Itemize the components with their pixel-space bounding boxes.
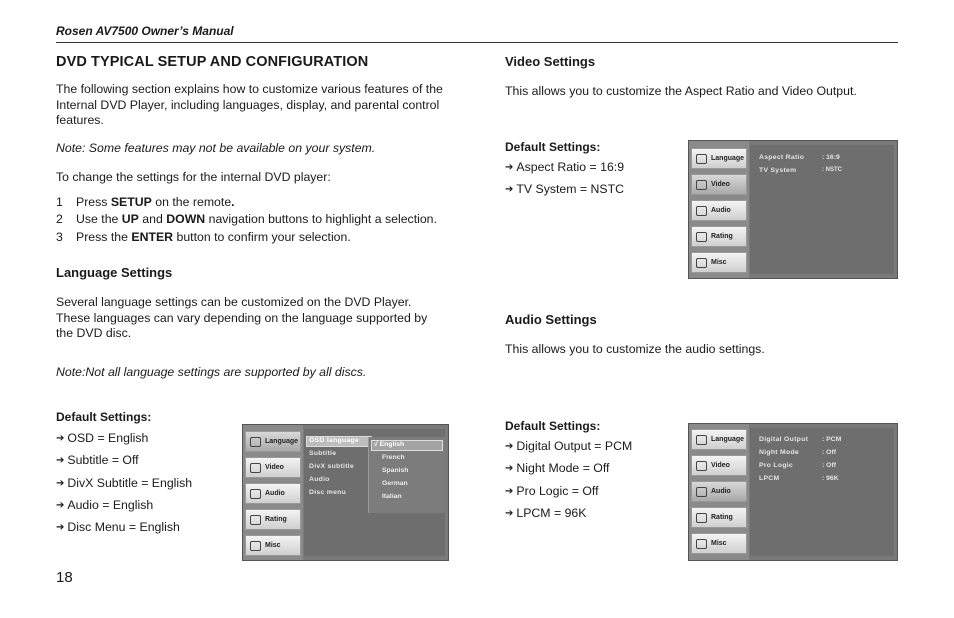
tab-label: Video <box>265 464 284 471</box>
menu-value-lpcm: : 96K <box>822 475 839 482</box>
menu-value-night-mode: : Off <box>822 449 836 456</box>
audio-settings-heading: Audio Settings <box>505 312 597 327</box>
tab-label: Audio <box>265 490 285 497</box>
step-key: . <box>231 195 235 209</box>
menu-tabs <box>243 425 303 560</box>
default-item: ➔ Subtitle = Off <box>56 450 192 472</box>
intro-paragraph: The following section explains how to customize various features of the Internal DVD Player, including languages, display, and parental control features. <box>56 82 443 127</box>
tab-language <box>691 148 747 169</box>
video-settings-text: This allows you to customize the Aspect Ratio and Video Output. <box>505 84 857 98</box>
page-title: DVD TYPICAL SETUP AND CONFIGURATION <box>56 54 369 70</box>
tab-audio <box>691 200 747 221</box>
step-text: Use the <box>76 212 122 227</box>
tab-rating <box>691 507 747 528</box>
monitor-icon <box>696 539 707 549</box>
step-text: button to confirm your selection. <box>173 229 351 244</box>
menu-panel <box>750 145 894 274</box>
menu-value-tv-system: : NSTC <box>822 167 842 173</box>
tab-label: Rating <box>265 516 287 523</box>
steps-list <box>56 194 456 246</box>
menu-item-osd-language: OSD language <box>309 437 360 444</box>
menu-item-disc-menu: Disc menu <box>309 489 347 496</box>
tab-label: Misc <box>711 259 727 266</box>
menu-item-digital-output: Digital Output <box>759 436 809 443</box>
tab-video <box>245 457 301 478</box>
step-number: 2 <box>56 212 63 227</box>
option-english <box>374 441 404 448</box>
step-text: Press the <box>76 229 132 244</box>
menu-panel <box>750 428 894 556</box>
audio-defaults-label: Default Settings: <box>505 419 601 433</box>
default-item: ➔ Aspect Ratio = 16:9 <box>505 157 624 179</box>
menu-item-divx-subtitle: DivX subtitle <box>309 463 355 470</box>
tab-label: Language <box>711 436 745 443</box>
step-text: and <box>138 212 167 227</box>
step-3 <box>56 229 456 246</box>
menu-item-pro-logic: Pro Logic <box>759 462 794 469</box>
header-rule <box>56 42 898 43</box>
tab-video <box>691 455 747 476</box>
speaker-lips-icon <box>696 154 707 164</box>
option-german: German <box>382 480 408 487</box>
menu-item-tv-system: TV System <box>759 167 797 174</box>
step-text: on the remote <box>151 195 232 209</box>
default-item: ➔ DivX Subtitle = English <box>56 473 192 495</box>
step-number: 1 <box>56 195 63 209</box>
speaker-lips-icon <box>250 437 261 447</box>
default-item: ➔ LPCM = 96K <box>505 503 632 525</box>
tab-label: Misc <box>265 542 281 549</box>
default-item: ➔ Digital Output = PCM <box>505 436 632 458</box>
language-defaults-list <box>56 428 192 539</box>
lock-icon <box>696 232 707 242</box>
lock-icon <box>250 515 261 525</box>
default-item: ➔ Night Mode = Off <box>505 458 632 480</box>
step-text: Press <box>76 195 111 209</box>
tab-label: Video <box>711 462 730 469</box>
step-number: 3 <box>56 229 63 244</box>
option-italian: Italian <box>382 493 402 500</box>
language-options-dropdown <box>368 437 445 513</box>
tab-video <box>691 174 747 195</box>
hand-icon <box>250 489 261 499</box>
step-key: UP <box>121 212 139 227</box>
step-1 <box>56 194 456 211</box>
hand-icon <box>696 487 707 497</box>
language-menu-screenshot <box>242 424 449 561</box>
menu-item-aspect-ratio: Aspect Ratio <box>759 154 805 161</box>
tab-language <box>245 431 301 452</box>
audio-defaults-list <box>505 436 632 525</box>
speaker-lips-icon <box>696 435 707 445</box>
menu-panel <box>304 429 445 556</box>
menu-item-subtitle: Subtitle <box>309 450 337 457</box>
monitor-icon <box>696 258 707 268</box>
option-label: English <box>379 441 405 448</box>
option-french: French <box>382 454 405 461</box>
tab-label: Language <box>265 438 299 445</box>
menu-value-aspect-ratio: : 16:9 <box>822 154 840 161</box>
tab-misc <box>691 533 747 554</box>
language-settings-heading: Language Settings <box>56 265 173 280</box>
tab-rating <box>691 226 747 247</box>
tab-label: Misc <box>711 540 727 547</box>
tab-misc <box>691 252 747 273</box>
menu-value-pro-logic: : Off <box>822 462 836 469</box>
availability-note: Note: Some features may not be available on your system. <box>56 141 376 155</box>
tab-label: Video <box>711 181 730 188</box>
option-spanish: Spanish <box>382 467 409 474</box>
audio-settings-text: This allows you to customize the audio settings. <box>505 342 765 356</box>
menu-value-digital-output: : PCM <box>822 436 842 443</box>
tab-label: Audio <box>711 488 731 495</box>
step-key: DOWN <box>166 212 206 227</box>
menu-tabs <box>689 141 749 278</box>
default-item: ➔ TV System = NSTC <box>505 179 624 201</box>
video-settings-heading: Video Settings <box>505 54 596 69</box>
tv-icon <box>696 180 707 190</box>
step-key: ENTER <box>131 229 174 244</box>
tv-icon <box>696 461 707 471</box>
tab-rating <box>245 509 301 530</box>
tab-label: Language <box>711 155 745 162</box>
tab-label: Rating <box>711 233 733 240</box>
language-defaults-label: Default Settings: <box>56 410 152 424</box>
menu-item-audio: Audio <box>309 476 330 483</box>
check-icon: √ <box>374 441 378 448</box>
video-defaults-label: Default Settings: <box>505 140 601 154</box>
language-note: Note:Not all language settings are supported by all discs. <box>56 365 367 379</box>
tab-misc <box>245 535 301 556</box>
page-number: 18 <box>56 569 73 586</box>
tab-audio <box>245 483 301 504</box>
default-item: ➔ Disc Menu = English <box>56 517 192 539</box>
menu-item-night-mode: Night Mode <box>759 449 799 456</box>
video-defaults-list <box>505 157 624 202</box>
step-text: navigation buttons to highlight a selection. <box>205 212 437 227</box>
default-item: ➔ Audio = English <box>56 495 192 517</box>
monitor-icon <box>250 541 261 551</box>
step-key: SETUP <box>110 195 152 209</box>
instructions-lead: To change the settings for the internal DVD player: <box>56 170 331 184</box>
tab-label: Rating <box>711 514 733 521</box>
video-menu-screenshot <box>688 140 898 279</box>
lock-icon <box>696 513 707 523</box>
language-settings-text: Several language settings can be customized on the DVD Player. These languages can vary depending on the language supported by the DVD disc. <box>56 295 428 340</box>
hand-icon <box>696 206 707 216</box>
audio-menu-screenshot <box>688 423 898 561</box>
manual-title: Rosen AV7500 Owner’s Manual <box>56 24 234 38</box>
menu-item-lpcm: LPCM <box>759 475 780 482</box>
tab-label: Audio <box>711 207 731 214</box>
tab-audio <box>691 481 747 502</box>
tab-language <box>691 429 747 450</box>
default-item: ➔ OSD = English <box>56 428 192 450</box>
menu-tabs <box>689 424 749 560</box>
tv-icon <box>250 463 261 473</box>
default-item: ➔ Pro Logic = Off <box>505 481 632 503</box>
step-2 <box>56 211 456 228</box>
